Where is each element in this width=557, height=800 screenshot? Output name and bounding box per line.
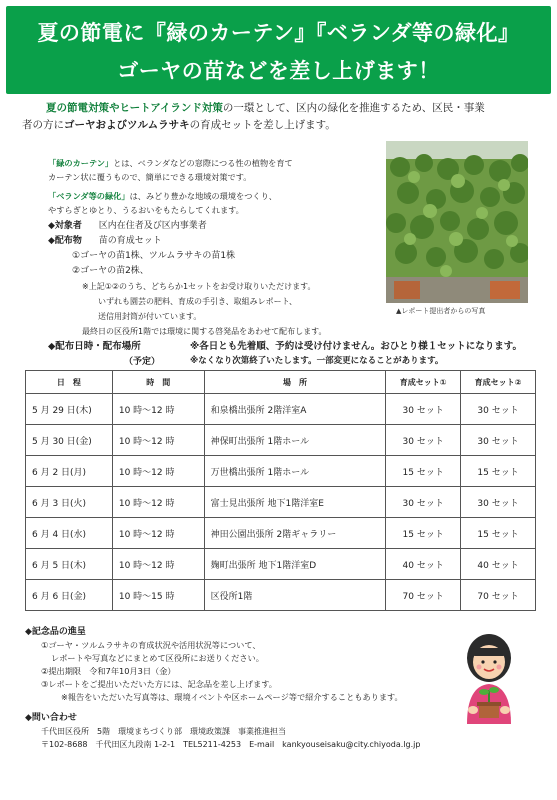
cell-set2: 30 セット — [461, 425, 536, 456]
intro-text-3: の育成セットを差し上げます。 — [189, 119, 336, 131]
banner-title-line2: ゴーヤの苗などを差し上げます！ — [117, 59, 440, 83]
cell-set2: 30 セット — [461, 394, 536, 425]
cell-date: 6 月 2 日(月) — [26, 456, 113, 487]
table-row — [26, 394, 536, 425]
cell-date: 6 月 6 日(金) — [26, 580, 113, 611]
intro-emphasis: 夏の節電対策やヒートアイランド対策 — [46, 102, 223, 114]
green-curtain-photo — [386, 141, 528, 303]
cell-set2: 30 セット — [461, 487, 536, 518]
table-row — [26, 549, 536, 580]
cell-place: 麹町出張所 地下1階洋室D — [204, 549, 386, 580]
cell-time: 10 時～12 時 — [112, 549, 204, 580]
def-veranda-term: 「ベランダ等の緑化」 — [48, 191, 130, 201]
cell-date: 6 月 3 日(火) — [26, 487, 113, 518]
schedule-table — [25, 370, 536, 611]
dist-note-2: いずれも園芸の肥料、育成の手引き、取組みレポート、 — [98, 297, 297, 306]
memorial-heading: ◆記念品の進呈 — [25, 627, 86, 637]
table-row — [26, 456, 536, 487]
cell-time: 10 時～12 時 — [112, 425, 204, 456]
distribution-info — [48, 219, 388, 339]
schedule-note-2: ※なくなり次第終了いたします。一部変更になることがあります。 — [190, 356, 444, 366]
schedule-tentative: （予定） — [124, 357, 161, 367]
cell-set1: 15 セット — [386, 518, 461, 549]
cell-set1: 30 セット — [386, 394, 461, 425]
cell-date: 5 月 29 日(木) — [26, 394, 113, 425]
memorial-line-3: ②提出期限 令和7年10月3日（金） — [41, 666, 176, 676]
cell-set2: 40 セット — [461, 549, 536, 580]
cell-place: 富士見出張所 地下1階洋室E — [204, 487, 386, 518]
col-place: 場 所 — [204, 371, 386, 394]
def-green-curtain-term: 「緑のカーテン」 — [48, 158, 114, 168]
cell-time: 10 時～12 時 — [112, 394, 204, 425]
cell-place: 和泉橋出張所 2階洋室A — [204, 394, 386, 425]
col-time: 時 間 — [112, 371, 204, 394]
cell-date: 6 月 5 日(木) — [26, 549, 113, 580]
def-veranda-b: やすらぎとゆとり、うるおいをもたらしてくれます。 — [48, 205, 244, 215]
contact-office: 千代田区役所 5階 環境まちづくり部 環境政策課 事業推進担当 — [41, 727, 287, 736]
schedule-heading — [48, 338, 548, 352]
cell-set1: 70 セット — [386, 580, 461, 611]
def-veranda-a: は、みどり豊かな地域の環境をつくり、 — [129, 191, 277, 201]
definitions — [48, 156, 378, 222]
header-banner — [6, 6, 551, 94]
col-date: 日 程 — [26, 371, 113, 394]
memorial-line-2: レポートや写真などにまとめて区役所にお送りください。 — [51, 653, 264, 663]
cell-date: 5 月 30 日(金) — [26, 425, 113, 456]
cell-set1: 30 セット — [386, 425, 461, 456]
cell-date: 6 月 4 日(水) — [26, 518, 113, 549]
table-row — [26, 518, 536, 549]
target-label: ◆対象者 — [48, 221, 82, 231]
cell-set1: 30 セット — [386, 487, 461, 518]
schedule-label: ◆配布日時・配布場所 — [48, 341, 141, 352]
intro-text-1: の一環として、区内の緑化を推進するため、区民・事業 — [222, 102, 485, 114]
memorial-line-5: ※報告をいただいた写真等は、環境イベントや区ホームページ等で紹介することもあります。 — [61, 692, 403, 702]
photo-caption: ▲レポート提出者からの写真 — [396, 307, 486, 315]
def-green-curtain-b: カーテン状に覆うもので、簡単にできる環境対策です。 — [48, 172, 252, 182]
dist-note-3: 送信用封筒が付いています。 — [98, 312, 202, 321]
schedule-note-1: ※各日とも先着順、予約は受け付けません。おひとり様１セットになります。 — [190, 341, 523, 352]
cell-set1: 15 セット — [386, 456, 461, 487]
dist-label: ◆配布物 — [48, 236, 82, 246]
memorial-gift-section — [25, 626, 445, 704]
memorial-line-1: ①ゴーヤ・ツルムラサキの育成状況や活用状況等について、 — [41, 640, 261, 650]
contact-heading: ◆問い合わせ — [25, 713, 77, 723]
cell-time: 10 時～12 時 — [112, 518, 204, 549]
dist-value: 苗の育成セット — [98, 236, 162, 246]
intro-bold: ゴーヤおよびツルムラサキ — [64, 119, 190, 131]
def-green-curtain-a: とは、ベランダなどの窓際につる性の植物を育て — [113, 158, 293, 168]
dist-note-4: 最終日の区役所1階では環境に関する啓発品をあわせて配布します。 — [82, 327, 327, 336]
table-row — [26, 425, 536, 456]
target-value: 区内在住者及び区内事業者 — [98, 221, 207, 231]
cell-set2: 15 セット — [461, 456, 536, 487]
cell-set2: 15 セット — [461, 518, 536, 549]
table-row — [26, 487, 536, 518]
girl-with-plant-illustration — [453, 628, 525, 730]
dist-note-1: ※上記①②のうち、どちらか1セットをお受け取りいただけます。 — [82, 282, 316, 291]
option-1: ①ゴーヤの苗1株、ツルムラサキの苗1株 — [72, 251, 236, 261]
cell-place: 万世橋出張所 1階ホール — [204, 456, 386, 487]
intro-paragraph — [22, 100, 542, 134]
memorial-line-4: ③レポートをご提出いただいた方には、記念品を差し上げます。 — [41, 679, 277, 689]
cell-time: 10 時～12 時 — [112, 456, 204, 487]
intro-text-2: 者の方に — [22, 119, 64, 131]
cell-place: 神保町出張所 1階ホール — [204, 425, 386, 456]
cell-set2: 70 セット — [461, 580, 536, 611]
option-2: ②ゴーヤの苗2株、 — [72, 266, 149, 276]
cell-place: 神田公園出張所 2階ギャラリー — [204, 518, 386, 549]
table-header-row — [26, 371, 536, 394]
table-row — [26, 580, 536, 611]
cell-time: 10 時～12 時 — [112, 487, 204, 518]
banner-title-line1: 夏の節電に『緑のカーテン』『ベランダ等の緑化』 — [37, 21, 520, 45]
cell-time: 10 時～15 時 — [112, 580, 204, 611]
contact-address: 〒102-8688 千代田区九段南 1-2-1 TEL5211-4253 E-mail kankyouseisaku@city.chiyoda.lg.jp — [41, 740, 421, 749]
col-set2: 育成セット② — [461, 371, 536, 394]
col-set1: 育成セット① — [386, 371, 461, 394]
cell-set1: 40 セット — [386, 549, 461, 580]
cell-place: 区役所1階 — [204, 580, 386, 611]
